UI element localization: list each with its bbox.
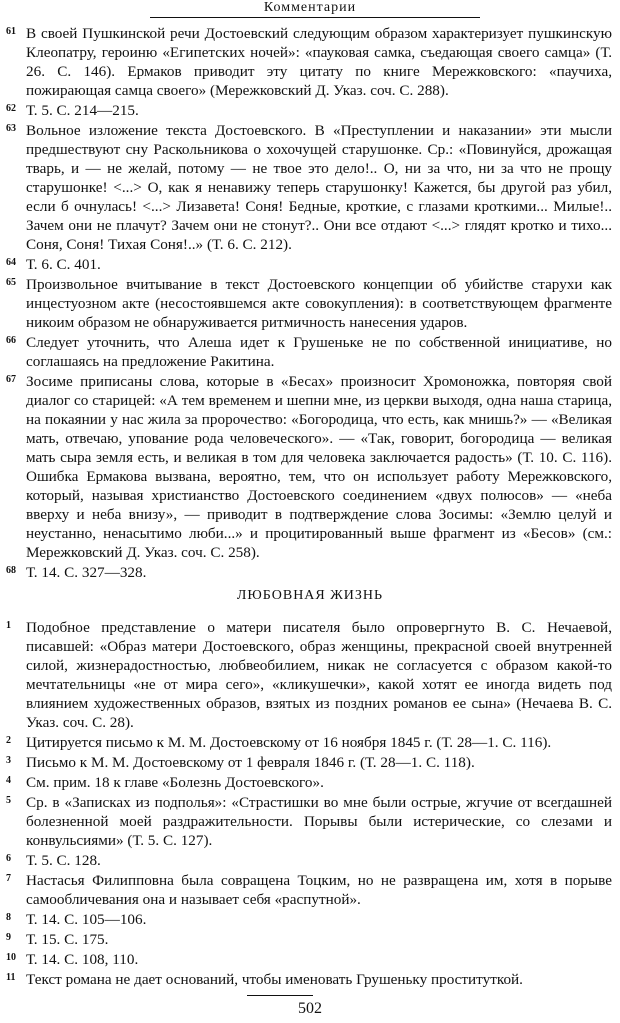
footnote-text: Цитируется письмо к М. М. Достоевскому от 16 ноября 1845 г. (Т. 28—1. С. 116). (26, 734, 552, 751)
footnote-number: 68 (6, 565, 16, 576)
header-rule (150, 17, 480, 18)
footnote-68 (6, 563, 612, 582)
footnote-2 (6, 733, 612, 752)
footnote-text: См. прим. 18 к главе «Болезнь Достоевского». (26, 774, 324, 791)
footnote-number: 63 (6, 123, 16, 134)
footnote-9 (6, 930, 612, 949)
footnote-64 (6, 255, 612, 274)
footnote-number: 1 (6, 620, 11, 631)
footnote-text: Следует уточнить, что Алеша идет к Грушеньке не по собственной инициативе, но соглашаясь на предложение Ракитина. (26, 334, 612, 370)
footnote-10 (6, 950, 612, 969)
footnote-7 (6, 871, 612, 909)
footnote-number: 2 (6, 735, 11, 746)
footnote-number: 61 (6, 26, 16, 37)
footnote-62 (6, 101, 612, 120)
footnote-text: В своей Пушкинской речи Достоевский следующим образом характеризует пушкинскую Клеопатру, героиню «Египетских ночей»: «пауковая самка, съедающая своего самца» (Т. 26. С. 146). Ермаков приводит эту цитату по книге Мережковского: «паучиха, пожирающая самца своего» (Мережковский Д. Указ. соч. С. 288). (26, 25, 612, 99)
section-title: ЛЮБОВНАЯ ЖИЗНЬ (236, 588, 384, 603)
footnote-number: 64 (6, 257, 16, 268)
footnote-number: 62 (6, 103, 16, 114)
footnote-number: 10 (6, 952, 16, 963)
footnote-number: 65 (6, 277, 16, 288)
footnote-6 (6, 851, 612, 870)
page-number: 502 (298, 1000, 322, 1017)
footnote-text: Т. 5. С. 128. (26, 852, 101, 869)
running-header: Комментарии (263, 0, 357, 15)
footnote-number: 67 (6, 374, 16, 385)
footnote-text: Настасья Филипповна была совращена Тоцким, но не развращена им, хотя в порыве самообличевания она и называет себя «распутной». (26, 872, 612, 908)
footnote-3 (6, 753, 612, 772)
footnote-text: Т. 14. С. 327—328. (26, 564, 147, 581)
footnote-text: Т. 15. С. 175. (26, 931, 109, 948)
footnote-5 (6, 793, 612, 850)
footnote-text: Произвольное вчитывание в текст Достоевского концепции об убийстве старухи как инцестуозном акте (несостоявшемся акте совокупления): в соответствующем фрагменте никоим образом не обнаруживается ритмичность нанесения ударов. (26, 276, 612, 331)
notes-part-2 (6, 618, 612, 990)
footnote-text: Зосиме приписаны слова, которые в «Бесах» произносит Хромоножка, повторяя свой диалог со старицей: «А тем временем и шепни мне, из церкви выходя, одна наша старица, на покаянии у нас жила за пророчество: «Богородица, что есть, как мнишь?» — «Великая мать, отвечаю, упование рода человеческого». — «Так, говорит, богородица — великая мать сыра земля есть, и великая в том для человека заключается радость» (Т. 10. С. 116). Ошибка Ермакова вызвана, вероятно, тем, что он использует работу Мережковского, который, называя христианство Достоевского соединением «двух полюсов» — «неба вверху и неба внизу», — приводит в подтверждение слова Зосимы: «Землю целуй и неустанно, ненасытимо люби...» и процитированный выше фрагмент из «Бесов» (см.: Мережковский Д. Указ. соч. С. 258). (26, 373, 612, 561)
footnote-number: 4 (6, 775, 11, 786)
footnote-text: Подобное представление о матери писателя было опровергнуто В. С. Нечаевой, писавшей: «Образ матери Достоевского, образ женщины, прекрасной своей внутренней силой, жизнерадостностью, любвеобилием, никак не согласуется с образом какой-то мечтательницы «не от мира сего», «кликушечки», какой хотят ее иногда видеть под влиянием художественных образов, взятых из поздних романов ее сына» (Нечаева В. С. Указ. соч. С. 28). (26, 619, 612, 731)
footnote-text: Письмо к М. М. Достоевскому от 1 февраля 1846 г. (Т. 28—1. С. 118). (26, 754, 475, 771)
footnote-66 (6, 333, 612, 371)
footnote-number: 9 (6, 932, 11, 943)
footnote-number: 6 (6, 853, 11, 864)
footnote-8 (6, 910, 612, 929)
footnote-number: 5 (6, 795, 11, 806)
footnote-63 (6, 121, 612, 254)
footnote-text: Т. 14. С. 108, 110. (26, 951, 139, 968)
notes-part-1 (6, 24, 612, 583)
footnote-67 (6, 372, 612, 562)
footnote-text: Вольное изложение текста Достоевского. В «Преступлении и наказании» эти мысли предшествуют сну Раскольникова о хохочущей старушонке. Ср.: «Повинуйся, дрожащая тварь, и — не желай, потому — не твое это дело!.. О, ни за что, ни за что не прощу старушонке! <...> О, как я ненавижу теперь старушонку! Кажется, бы другой раз убил, если б очнулась! <...> Лизавета! Соня! Бедные, кроткие, с глазами кроткими... Милые!.. Зачем они не плачут? Зачем они не стонут?.. Они все отдают <...> глядят кротко и тихо... Соня, Соня! Тихая Соня!..» (Т. 6. С. 212). (26, 122, 612, 253)
footnote-11 (6, 970, 612, 989)
footnote-1 (6, 618, 612, 732)
footnote-61 (6, 24, 612, 100)
footnote-text: Ср. в «Записках из подполья»: «Страстишки во мне были острые, жгучие от всегдашней болезненной моей раздражительности. Порывы были истерические, со слезами и конвульсиями» (Т. 5. С. 127). (26, 794, 612, 849)
footnote-number: 66 (6, 335, 16, 346)
footnote-text: Т. 14. С. 105—106. (26, 911, 147, 928)
footnote-number: 11 (6, 972, 16, 983)
footnote-number: 7 (6, 873, 11, 884)
footer-rule (247, 995, 313, 996)
footnote-65 (6, 275, 612, 332)
footnote-text: Т. 6. С. 401. (26, 256, 101, 273)
footnote-text: Т. 5. С. 214—215. (26, 102, 139, 119)
footnote-4 (6, 773, 612, 792)
footnote-text: Текст романа не дает оснований, чтобы именовать Грушеньку проституткой. (26, 971, 523, 988)
footnote-number: 8 (6, 912, 11, 923)
footnote-number: 3 (6, 755, 11, 766)
